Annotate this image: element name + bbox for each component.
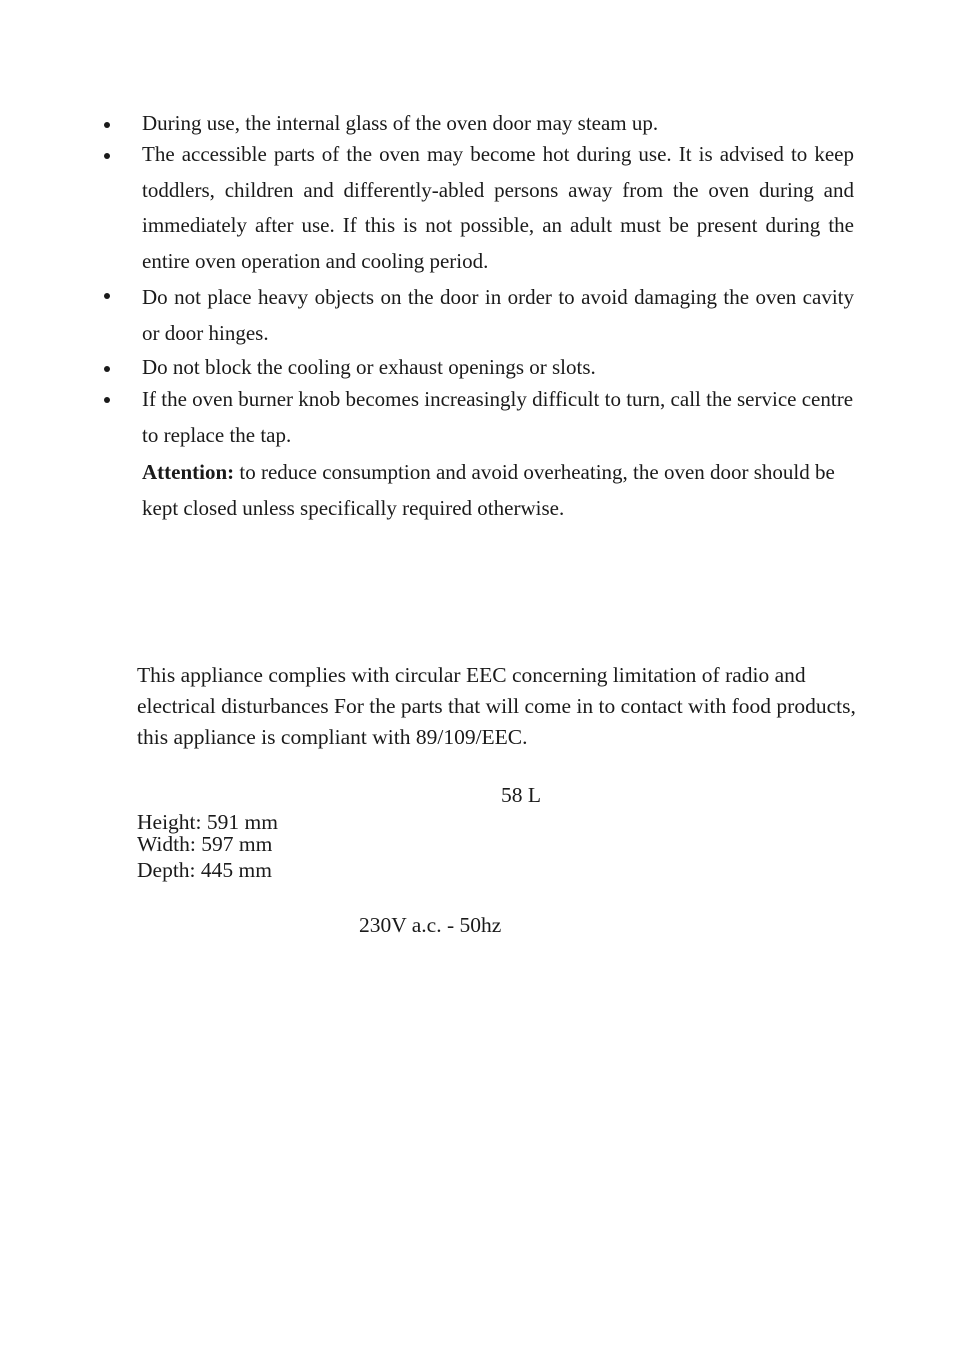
precaution-text: Do not place heavy objects on the door in order to avoid damaging the oven cavity or door hinges. — [142, 285, 854, 345]
bullet-icon — [104, 293, 110, 299]
attention-label: Attention: — [142, 460, 235, 484]
bullet-icon — [104, 153, 110, 159]
precaution-text: If the oven burner knob becomes increasingly difficult to turn, call the service centre to replace the tap. — [142, 387, 854, 447]
capacity-value: 58 L — [501, 783, 542, 807]
attention-text: to reduce consumption and avoid overheating, the oven door should be kept closed unless specifically required otherwise. — [142, 460, 835, 520]
dimension-height: Height: 591 mm — [137, 810, 278, 834]
attention-note — [142, 454, 858, 526]
bullet-icon — [104, 397, 110, 403]
dimension-depth: Depth: 445 mm — [137, 858, 272, 882]
precaution-text: Do not block the cooling or exhaust openings or slots. — [142, 355, 596, 379]
power-supply-value: 230V a.c. - 50hz — [359, 913, 502, 937]
dimension-width: Width: 597 mm — [137, 832, 273, 856]
bullet-icon — [104, 366, 110, 372]
precaution-text: The accessible parts of the oven may become hot during use. It is advised to keep toddlers, children and differently-abled persons away from the oven during and immediately after use. If this is not possible, an adult must be present during the entire oven operation and cooling period. — [142, 142, 854, 273]
bullet-icon — [104, 122, 110, 128]
compliance-statement: This appliance complies with circular EEC concerning limitation of radio and electrical disturbances For the parts that will come in to contact with food products, this appliance is compliant with 89/109/EEC. — [137, 663, 856, 749]
precaution-text: During use, the internal glass of the oven door may steam up. — [142, 111, 659, 135]
